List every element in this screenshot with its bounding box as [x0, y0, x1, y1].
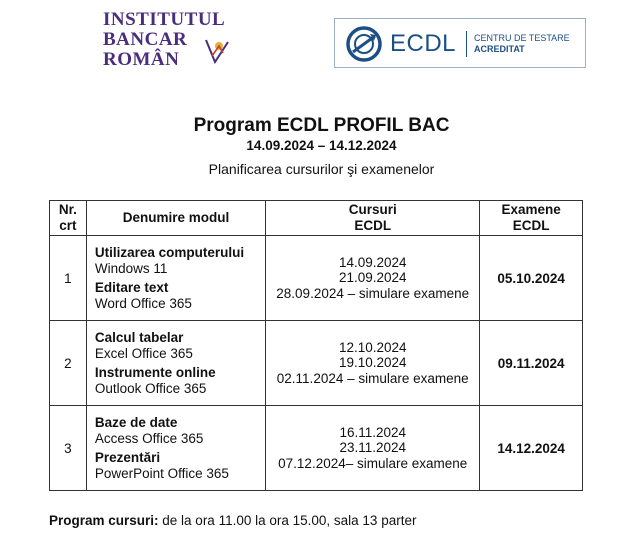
document-title: Program ECDL PROFIL BAC — [193, 115, 450, 136]
module-entry — [95, 415, 265, 446]
module-software: Windows 11 — [94, 260, 168, 276]
module-entry — [95, 330, 265, 361]
ecdl-globe-icon — [345, 25, 383, 63]
header-nr-line-1: Nr. — [58, 202, 77, 217]
ecdl-subtitle-line-2: ACREDITAT — [474, 44, 525, 54]
module-software: Access Office 365 — [94, 430, 204, 446]
row-number: 2 — [50, 321, 87, 406]
table-header-row — [50, 201, 583, 236]
header-courses-line-2: ECDL — [354, 218, 392, 233]
ibr-emblem-icon — [203, 36, 231, 68]
module-entry — [95, 365, 265, 396]
program-footer-note — [49, 513, 416, 528]
module-cell — [86, 406, 265, 491]
ibr-logo-line-2: BANCAR — [103, 29, 188, 50]
ecdl-logo-subtitle — [474, 33, 570, 55]
module-title: Prezentări — [94, 450, 161, 465]
document-subtitle: Planificarea cursurilor şi examenelor — [208, 161, 435, 177]
course-date: 16.11.2024 — [339, 424, 407, 440]
module-software: Word Office 365 — [94, 295, 192, 311]
module-title: Instrumente online — [94, 365, 216, 380]
table-row — [50, 236, 583, 321]
header-exams-line-2: ECDL — [512, 218, 550, 233]
course-date: 02.11.2024 – simulare examene — [276, 370, 469, 386]
header-courses-line-1: Cursuri — [348, 202, 397, 217]
ibr-logo-line-3: ROMÂN — [103, 49, 180, 70]
course-date: 21.09.2024 — [338, 270, 407, 286]
ecdl-subtitle-line-1: CENTRU DE TESTARE — [474, 33, 570, 43]
module-list — [87, 415, 265, 481]
row-number: 1 — [50, 236, 87, 321]
ibr-logo-line-1: INSTITUTUL — [103, 9, 226, 30]
course-date: 23.11.2024 — [339, 440, 407, 456]
ecdl-logo — [334, 18, 586, 68]
course-dates-cell — [266, 321, 480, 406]
exam-date: 09.11.2024 — [480, 321, 583, 406]
course-date: 19.10.2024 — [338, 355, 407, 371]
table-row — [50, 321, 583, 406]
table-row — [50, 406, 583, 491]
header-nr-crt — [50, 201, 87, 236]
module-list — [87, 245, 265, 311]
course-dates-cell — [266, 236, 480, 321]
module-entry — [95, 280, 265, 311]
module-entry — [95, 450, 265, 481]
module-software: Outlook Office 365 — [94, 380, 207, 396]
course-date: 12.10.2024 — [338, 339, 407, 355]
module-cell — [86, 321, 265, 406]
header-exams-line-1: Examene — [501, 202, 561, 217]
course-date: 28.09.2024 – simulare examene — [276, 285, 470, 301]
institutul-bancar-roman-logo — [103, 10, 233, 76]
course-dates-cell — [266, 406, 480, 491]
header-courses — [266, 201, 480, 236]
ecdl-logo-divider — [466, 31, 467, 57]
course-date: 14.09.2024 — [338, 254, 407, 270]
program-table — [49, 200, 583, 491]
footer-label: Program cursuri: — [49, 513, 159, 528]
document-date-range: 14.09.2024 – 14.12.2024 — [246, 138, 397, 153]
row-number: 3 — [50, 406, 87, 491]
module-software: Excel Office 365 — [94, 345, 193, 361]
course-date: 07.12.2024– simulare examene — [278, 455, 468, 471]
module-software: PowerPoint Office 365 — [94, 465, 229, 481]
exam-date: 05.10.2024 — [480, 236, 583, 321]
module-cell — [86, 236, 265, 321]
module-title: Utilizarea computerului — [94, 245, 245, 260]
module-entry — [95, 245, 265, 276]
module-title: Baze de date — [94, 415, 178, 430]
header-module: Denumire modul — [86, 201, 265, 236]
footer-text: de la ora 11.00 la ora 15.00, sala 13 parter — [158, 513, 417, 528]
module-title: Calcul tabelar — [94, 330, 184, 345]
ecdl-wordmark: ECDL — [390, 30, 457, 57]
header-exams — [480, 201, 583, 236]
header-nr-line-2: crt — [59, 218, 77, 233]
module-title: Editare text — [94, 280, 169, 295]
module-list — [87, 330, 265, 396]
exam-date: 14.12.2024 — [480, 406, 583, 491]
